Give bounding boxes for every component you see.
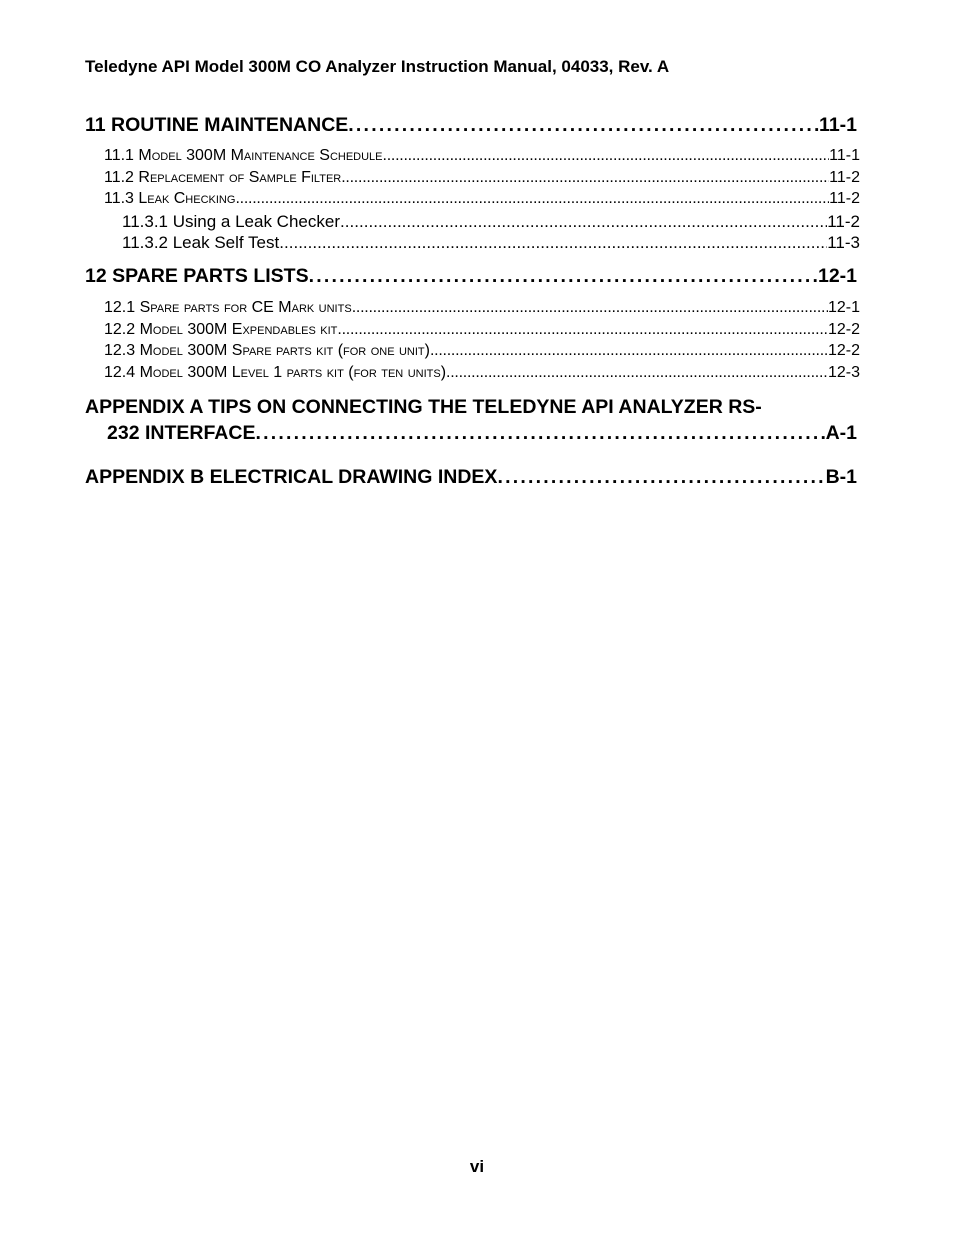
toc-entry-page: 11-1 (829, 147, 860, 164)
dot-leader (309, 265, 818, 288)
toc-entry-appendix-b[interactable] (85, 466, 857, 489)
dot-leader (383, 147, 830, 165)
toc-entry-11-3[interactable] (104, 190, 860, 208)
toc-entry-11-2[interactable] (104, 169, 860, 187)
toc-entry-page: 11-2 (827, 212, 860, 231)
dot-leader (430, 342, 828, 360)
toc-entry-page: A-1 (825, 422, 857, 444)
toc-entry-page: 11-3 (827, 233, 860, 252)
toc-entry-title: 11.1 Model 300M Maintenance Schedule (104, 147, 383, 164)
toc-entry-title: 11.3.2 Leak Self Test (122, 233, 280, 252)
toc-entry-title: 12 SPARE PARTS LISTS (85, 265, 309, 287)
toc-entry-title: 11.3 Leak Checking (104, 190, 236, 207)
toc-entry-title: 12.2 Model 300M Expendables kit (104, 321, 338, 338)
toc-entry-title: 12.4 Model 300M Level 1 parts kit (for ten units) (104, 364, 447, 381)
dot-leader (255, 422, 825, 445)
dot-leader (340, 212, 827, 232)
toc-entry-title: 12.3 Model 300M Spare parts kit (for one unit) (104, 342, 430, 359)
toc-entry-chapter-11[interactable] (85, 114, 857, 137)
dot-leader (341, 169, 829, 187)
toc-entry-12-2[interactable] (104, 321, 860, 339)
toc-entry-11-1[interactable] (104, 147, 860, 165)
page-number: vi (469, 1157, 485, 1176)
running-header: Teledyne API Model 300M CO Analyzer Instruction Manual, 04033, Rev. A (85, 57, 670, 76)
toc-entry-page: 12-2 (827, 342, 860, 359)
dot-leader (279, 233, 827, 253)
dot-leader (348, 114, 819, 137)
toc-entry-chapter-12[interactable] (85, 265, 857, 288)
toc-entry-11-3-1[interactable] (122, 212, 860, 232)
toc-entry-title: APPENDIX B ELECTRICAL DRAWING INDEX (85, 466, 498, 488)
toc-entry-title: 11 ROUTINE MAINTENANCE (85, 114, 349, 136)
toc-entry-page: B-1 (825, 466, 857, 488)
toc-entry-page: 11-2 (829, 169, 860, 186)
dot-leader (235, 190, 829, 208)
toc-entry-page: 12-1 (827, 299, 860, 316)
toc-entry-title: 232 INTERFACE (107, 422, 256, 444)
toc-entry-page: 12-1 (817, 265, 857, 287)
toc-entry-page: 11-2 (829, 190, 860, 207)
dot-leader (446, 364, 828, 382)
toc-entry-page: 12-3 (827, 364, 860, 381)
dot-leader (497, 466, 825, 489)
toc-entry-12-1[interactable] (104, 299, 860, 317)
toc-entry-appendix-a-title[interactable]: APPENDIX A TIPS ON CONNECTING THE TELEDYNE API ANALYZER RS- (85, 396, 762, 418)
dot-leader (352, 299, 828, 317)
toc-entry-title: 11.3.1 Using a Leak Checker (122, 212, 340, 231)
toc-entry-title: 12.1 Spare parts for CE Mark units (104, 299, 352, 316)
toc-entry-page: 12-2 (827, 321, 860, 338)
toc-entry-11-3-2[interactable] (122, 233, 860, 253)
toc-entry-page: 11-1 (819, 114, 857, 136)
toc-entry-title: 11.2 Replacement of Sample Filter (104, 169, 342, 186)
toc-entry-12-4[interactable] (104, 364, 860, 382)
toc-entry-12-3[interactable] (104, 342, 860, 360)
dot-leader (337, 321, 828, 339)
toc-entry-appendix-a[interactable] (107, 422, 857, 445)
